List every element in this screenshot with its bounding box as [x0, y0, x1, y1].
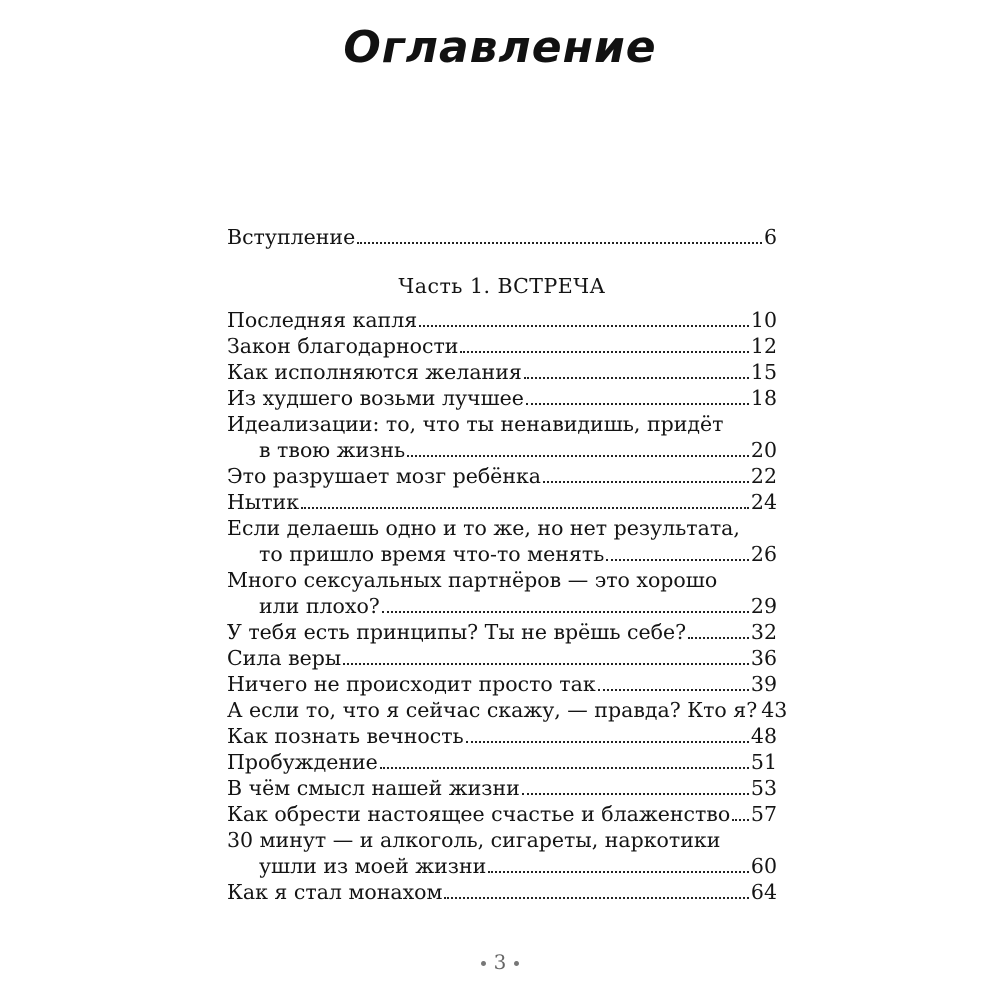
folio-dot-left [481, 961, 486, 966]
toc-entry-page: 48 [750, 724, 777, 748]
folio-dot-right [514, 961, 519, 966]
dot-leader [732, 813, 749, 821]
dot-leader [343, 657, 749, 665]
toc-entry-page: 57 [750, 802, 777, 826]
toc-entry [227, 333, 777, 359]
toc-entry-page: 10 [750, 308, 777, 332]
toc-entry-page: 53 [750, 776, 777, 800]
toc-entry-title: Закон благодарности [227, 334, 459, 358]
toc-entry [227, 879, 777, 905]
toc-entry [227, 489, 777, 515]
toc-entry [227, 619, 777, 645]
toc-entry-first-line: Идеализации: то, что ты ненавидишь, придёт [227, 412, 724, 436]
dot-leader [598, 683, 749, 691]
toc-entry-page: 29 [750, 594, 777, 618]
toc-entry-page: 64 [750, 880, 777, 904]
page-number [0, 950, 1000, 974]
toc-entry [227, 359, 777, 385]
toc-entry-page: 24 [750, 490, 777, 514]
toc-entry-page: 6 [763, 225, 777, 249]
toc-entry-title: Вступление [227, 225, 356, 249]
table-of-contents [227, 224, 788, 905]
toc-entry-intro [227, 224, 777, 250]
folio-number: 3 [493, 950, 507, 974]
dot-leader [524, 371, 749, 379]
toc-entry-title: Пробуждение [227, 750, 378, 774]
dot-leader [357, 236, 762, 244]
dot-leader [466, 735, 749, 743]
dot-leader [606, 553, 749, 561]
toc-entry-title: Как обрести настоящее счастье и блаженство [227, 802, 731, 826]
toc-entry [227, 853, 777, 879]
toc-entries [227, 307, 788, 905]
toc-entry [227, 723, 777, 749]
toc-entry-title: Как я стал монахом [227, 880, 443, 904]
toc-entry-title: Как исполняются желания [227, 360, 522, 384]
toc-entry [227, 775, 777, 801]
dot-leader [688, 631, 749, 639]
dot-leader [382, 605, 749, 613]
toc-entry-first-line: 30 минут — и алкоголь, сигареты, наркотики [227, 828, 721, 852]
toc-entry [227, 541, 777, 567]
dot-leader [488, 865, 749, 873]
toc-entry-title: в твою жизнь [259, 438, 406, 462]
dot-leader [522, 787, 749, 795]
dot-leader [543, 475, 749, 483]
toc-entry [227, 385, 777, 411]
toc-entry [227, 437, 777, 463]
part-heading: Часть 1. ВСТРЕЧА [398, 274, 606, 298]
toc-entry-page: 51 [750, 750, 777, 774]
toc-entry-title: А если то, что я сейчас скажу, — правда? Кто я? [227, 698, 758, 722]
toc-entry-page: 18 [750, 386, 777, 410]
dot-leader [460, 345, 748, 353]
dot-leader [301, 501, 749, 509]
toc-entry-title: В чём смысл нашей жизни [227, 776, 520, 800]
dot-leader [407, 449, 749, 457]
toc-entry-title: или плохо? [259, 594, 380, 618]
toc-entry-page: 26 [750, 542, 777, 566]
toc-entry-title: Как познать вечность [227, 724, 464, 748]
dot-leader [419, 319, 749, 327]
toc-entry [227, 645, 777, 671]
toc-entry-title: Нытик [227, 490, 300, 514]
toc-entry-page: 15 [750, 360, 777, 384]
toc-entry [227, 697, 788, 723]
toc-entry-page: 12 [750, 334, 777, 358]
toc-entry-page: 43 [761, 698, 788, 722]
toc-entry [227, 307, 777, 333]
toc-entry-first-line: Много сексуальных партнёров — это хорошо [227, 568, 718, 592]
toc-entry-title: Из худшего возьми лучшее [227, 386, 524, 410]
toc-entry [227, 671, 777, 697]
toc-entry [227, 593, 777, 619]
toc-entry-title: Это разрушает мозг ребёнка [227, 464, 542, 488]
toc-entry-first-line: Если делаешь одно и то же, но нет результата, [227, 516, 740, 540]
toc-entry [227, 801, 777, 827]
toc-entry-page: 39 [750, 672, 777, 696]
dot-leader [526, 397, 749, 405]
toc-entry [227, 463, 777, 489]
toc-entry-title: ушли из моей жизни [259, 854, 487, 878]
toc-entry-page: 60 [750, 854, 777, 878]
toc-entry-page: 20 [750, 438, 777, 462]
page-title: Оглавление [343, 22, 657, 73]
toc-entry-title: Ничего не происходит просто так [227, 672, 596, 696]
toc-entry-title: то пришло время что-то менять [259, 542, 605, 566]
toc-entry-page: 36 [750, 646, 777, 670]
dot-leader [380, 761, 749, 769]
dot-leader [444, 891, 748, 899]
toc-entry-page: 22 [750, 464, 777, 488]
toc-entry-title: У тебя есть принципы? Ты не врёшь себе? [227, 620, 687, 644]
toc-entry-title: Сила веры [227, 646, 342, 670]
toc-entry [227, 749, 777, 775]
toc-entry-page: 32 [750, 620, 777, 644]
toc-entry-title: Последняя капля [227, 308, 418, 332]
